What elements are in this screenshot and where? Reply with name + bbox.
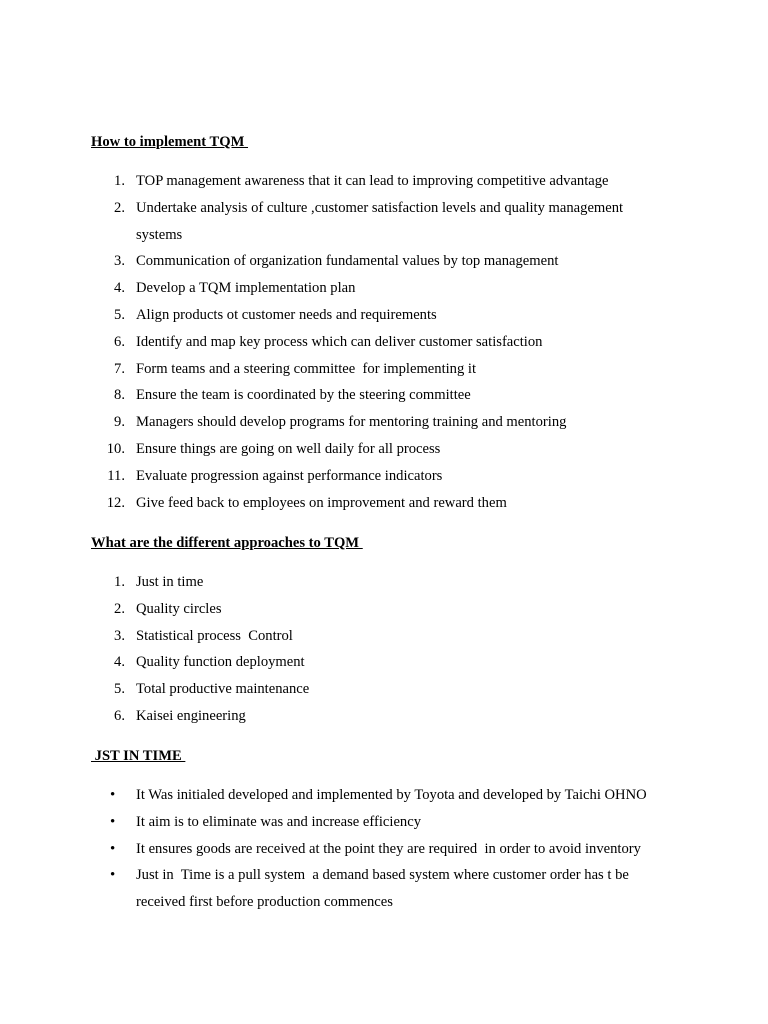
list-item-text: It Was initialed developed and implemented by Toyota and developed by Taichi OHNO xyxy=(136,787,647,803)
list-item-text: It aim is to eliminate was and increase efficiency xyxy=(136,813,422,830)
list-item-text: Form teams and a steering committee for implementing it xyxy=(136,360,477,377)
list-number: 10. xyxy=(106,440,125,457)
list-item-text: Total productive maintenance xyxy=(136,681,310,698)
list-item xyxy=(0,649,656,676)
list-item-text: Evaluate progression against performance indicators xyxy=(136,467,443,484)
bullet-icon: • xyxy=(110,840,116,857)
list-item xyxy=(0,248,656,275)
bullet-icon: • xyxy=(110,867,116,884)
list-number: 7. xyxy=(114,360,125,377)
list-number: 2. xyxy=(114,199,125,216)
list-item xyxy=(0,862,656,916)
list-item-text: Just in time xyxy=(136,574,204,590)
list-item xyxy=(0,436,656,463)
list-number: 1. xyxy=(114,173,125,189)
list-item xyxy=(0,409,656,436)
list-item-text: Statistical process Control xyxy=(136,627,293,644)
approaches-list xyxy=(0,569,656,730)
list-number: 6. xyxy=(114,333,125,350)
section-heading-approaches: What are the different approaches to TQM xyxy=(91,535,363,551)
section-heading-just-in-time: JST IN TIME xyxy=(91,748,186,764)
list-item xyxy=(0,623,656,650)
list-number: 4. xyxy=(114,280,125,297)
list-item-text: Develop a TQM implementation plan xyxy=(136,280,356,297)
list-item xyxy=(0,302,656,329)
list-number: 11. xyxy=(107,467,125,484)
implement-steps-list xyxy=(0,168,656,516)
list-item-text: Quality function deployment xyxy=(136,654,305,671)
list-item-text: Just in Time is a pull system a demand based system where customer order has t be received first before production commences xyxy=(136,867,633,911)
list-item-text: Ensure the team is coordinated by the steering committee xyxy=(136,387,471,404)
list-item xyxy=(0,490,656,517)
list-number: 2. xyxy=(114,600,125,617)
list-item xyxy=(0,809,656,836)
just-in-time-list xyxy=(0,782,656,916)
bullet-icon: • xyxy=(110,787,116,803)
list-item xyxy=(0,275,656,302)
list-number: 5. xyxy=(114,681,125,698)
list-item-text: Align products ot customer needs and requirements xyxy=(136,306,437,323)
list-item xyxy=(0,703,656,730)
list-item xyxy=(0,596,656,623)
list-item-text: Give feed back to employees on improvement and reward them xyxy=(136,494,507,511)
list-item-text: TOP management awareness that it can lead to improving competitive advantage xyxy=(136,173,609,189)
list-number: 12. xyxy=(106,494,125,511)
list-item xyxy=(0,836,656,863)
list-item-text: Kaisei engineering xyxy=(136,707,246,724)
list-number: 4. xyxy=(114,654,125,671)
list-item-text: Undertake analysis of culture ,customer satisfaction levels and quality management systems xyxy=(136,199,627,243)
section-heading-implement-tqm: How to implement TQM xyxy=(91,134,249,150)
list-item xyxy=(0,168,656,195)
list-item xyxy=(0,463,656,490)
list-item-text: Managers should develop programs for mentoring training and mentoring xyxy=(136,414,567,431)
list-item-text: It ensures goods are received at the point they are required in order to avoid inventory xyxy=(136,840,641,857)
list-number: 3. xyxy=(114,253,125,270)
bullet-icon: • xyxy=(110,813,116,830)
list-number: 5. xyxy=(114,306,125,323)
list-number: 9. xyxy=(114,414,125,431)
list-item xyxy=(0,329,656,356)
list-item xyxy=(0,569,656,596)
list-item xyxy=(0,782,656,809)
list-item xyxy=(0,676,656,703)
list-item xyxy=(0,382,656,409)
list-item-text: Ensure things are going on well daily for all process xyxy=(136,440,441,457)
list-item xyxy=(0,195,656,249)
list-item-text: Identify and map key process which can deliver customer satisfaction xyxy=(136,333,543,350)
list-item-text: Quality circles xyxy=(136,600,222,617)
list-number: 8. xyxy=(114,387,125,404)
list-number: 1. xyxy=(114,574,125,590)
list-number: 6. xyxy=(114,707,125,724)
list-item-text: Communication of organization fundamental values by top management xyxy=(136,253,559,270)
list-number: 3. xyxy=(114,627,125,644)
list-item xyxy=(0,356,656,383)
